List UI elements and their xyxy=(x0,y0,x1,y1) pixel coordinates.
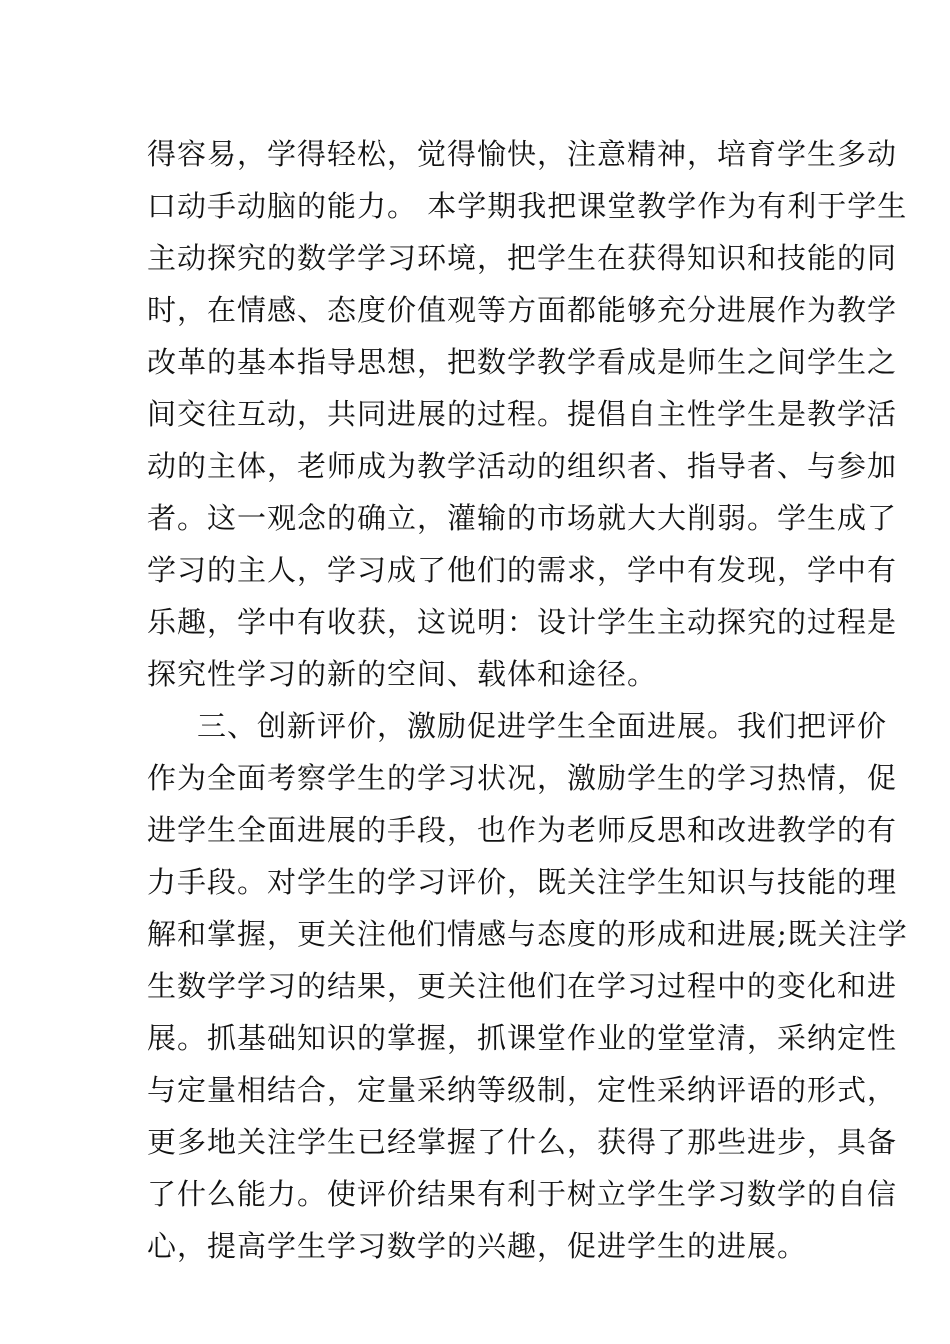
paragraph-line: 展。抓基础知识的掌握，抓课堂作业的堂堂清，采纳定性 xyxy=(147,1021,898,1055)
body-text xyxy=(147,128,908,1272)
paragraph-line: 更多地关注学生已经掌握了什么，获得了那些进步，具备 xyxy=(147,1125,898,1159)
paragraph-1 xyxy=(147,128,908,700)
paragraph-line: 三、创新评价，激励促进学生全面进展。我们把评价 xyxy=(197,709,888,743)
paragraph-line: 力手段。对学生的学习评价，既关注学生知识与技能的理 xyxy=(147,865,898,899)
paragraph-line: 口动手动脑的能力。 本学期我把课堂教学作为有利于学生 xyxy=(147,189,908,223)
paragraph-line: 乐趣，学中有收获，这说明：设计学生主动探究的过程是 xyxy=(147,605,898,639)
paragraph-line: 动的主体，老师成为教学活动的组织者、指导者、与参加 xyxy=(147,449,898,483)
paragraph-line: 与定量相结合，定量采纳等级制，定性采纳评语的形式， xyxy=(147,1073,898,1107)
paragraph-line: 生数学学习的结果，更关注他们在学习过程中的变化和进 xyxy=(147,969,898,1003)
paragraph-line: 解和掌握，更关注他们情感与态度的形成和进展;既关注学 xyxy=(147,917,908,951)
paragraph-line: 探究性学习的新的空间、载体和途径。 xyxy=(147,657,658,691)
paragraph-line: 间交往互动，共同进展的过程。提倡自主性学生是教学活 xyxy=(147,397,898,431)
paragraph-line: 作为全面考察学生的学习状况，激励学生的学习热情，促 xyxy=(147,761,898,795)
paragraph-line: 得容易，学得轻松，觉得愉快，注意精神，培育学生多动 xyxy=(147,137,898,171)
paragraph-line: 心，提高学生学习数学的兴趣，促进学生的进展。 xyxy=(147,1229,808,1263)
paragraph-2 xyxy=(147,700,908,1272)
paragraph-line: 了什么能力。使评价结果有利于树立学生学习数学的自信 xyxy=(147,1177,898,1211)
paragraph-line: 进学生全面进展的手段，也作为老师反思和改进教学的有 xyxy=(147,813,898,847)
paragraph-line: 者。这一观念的确立，灌输的市场就大大削弱。学生成了 xyxy=(147,501,898,535)
paragraph-line: 学习的主人，学习成了他们的需求，学中有发现，学中有 xyxy=(147,553,898,587)
paragraph-line: 改革的基本指导思想，把数学教学看成是师生之间学生之 xyxy=(147,345,898,379)
paragraph-line: 时，在情感、态度价值观等方面都能够充分进展作为教学 xyxy=(147,293,898,327)
paragraph-line: 主动探究的数学学习环境，把学生在获得知识和技能的同 xyxy=(147,241,898,275)
